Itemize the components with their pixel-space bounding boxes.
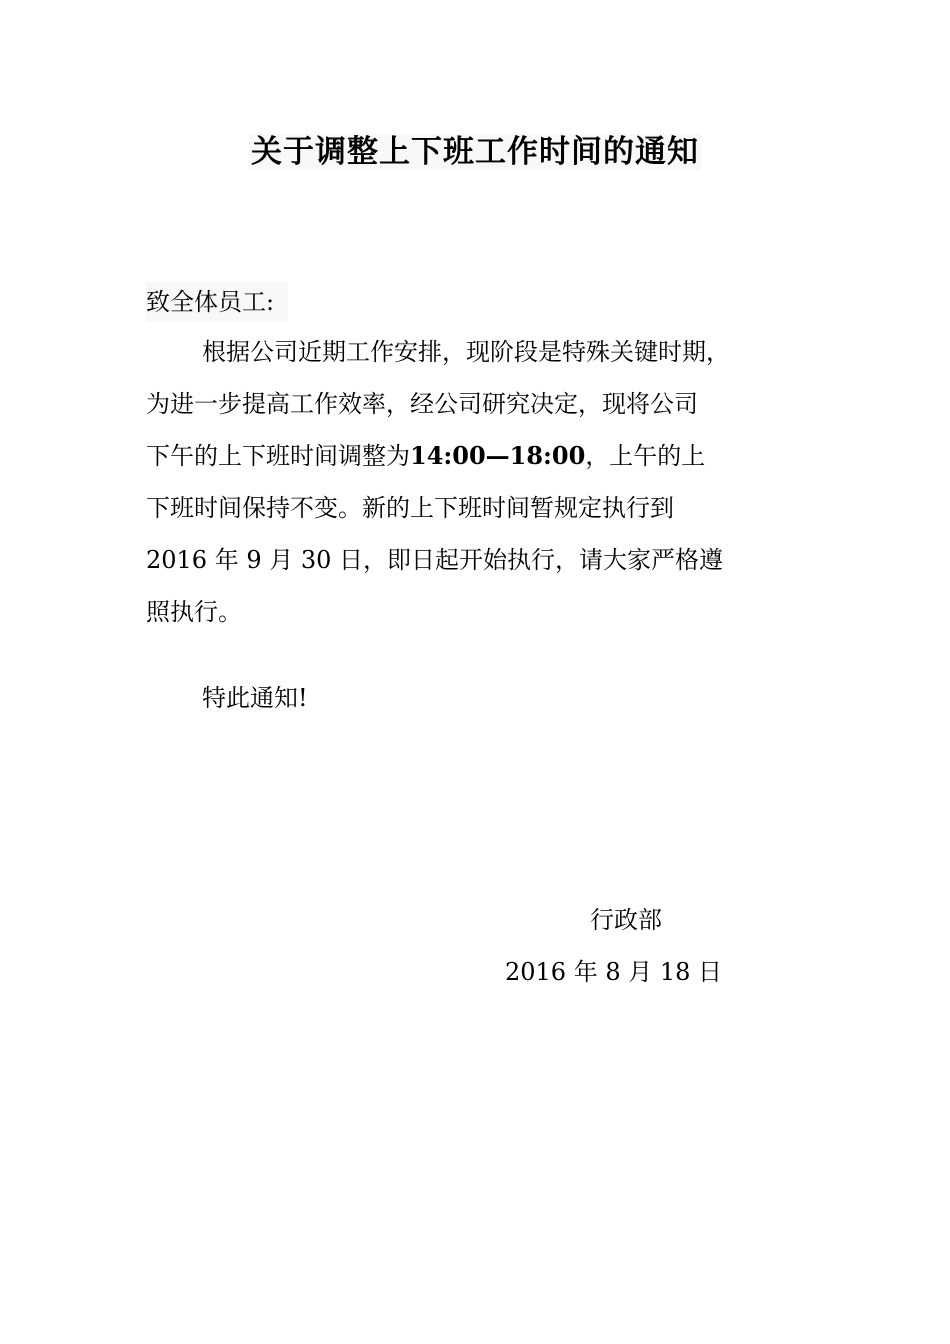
salutation: 致全体员工: — [146, 282, 288, 322]
body-line-2: 为进一步提高工作效率，经公司研究决定，现将公司 — [146, 390, 698, 418]
body-line-1: 根据公司近期工作安排，现阶段是特殊关键时期， — [202, 338, 730, 366]
body-line-3-end: ，上午的上 — [585, 442, 706, 470]
notice-title-text: 关于调整上下班工作时间的通知 — [251, 134, 699, 170]
body-line-4: 下班时间保持不变。新的上下班时间暂规定执行到 — [146, 494, 674, 522]
notice-title — [0, 130, 950, 174]
body-line-5: 2016 年 9 月 30 日，即日起开始执行，请大家严格遵 — [146, 546, 724, 574]
body-line-3-start: 下午的上下班时间调整为 — [146, 442, 410, 470]
signature-department: 行政部 — [590, 906, 662, 934]
body-line-6: 照执行。 — [146, 598, 242, 626]
notice-body — [146, 326, 836, 638]
signature-date: 2016 年 8 月 18 日 — [505, 958, 723, 986]
body-line-3 — [146, 430, 836, 482]
work-hours-range: 14:00—18:00 — [410, 441, 586, 470]
closing-remark: 特此通知! — [202, 684, 308, 712]
